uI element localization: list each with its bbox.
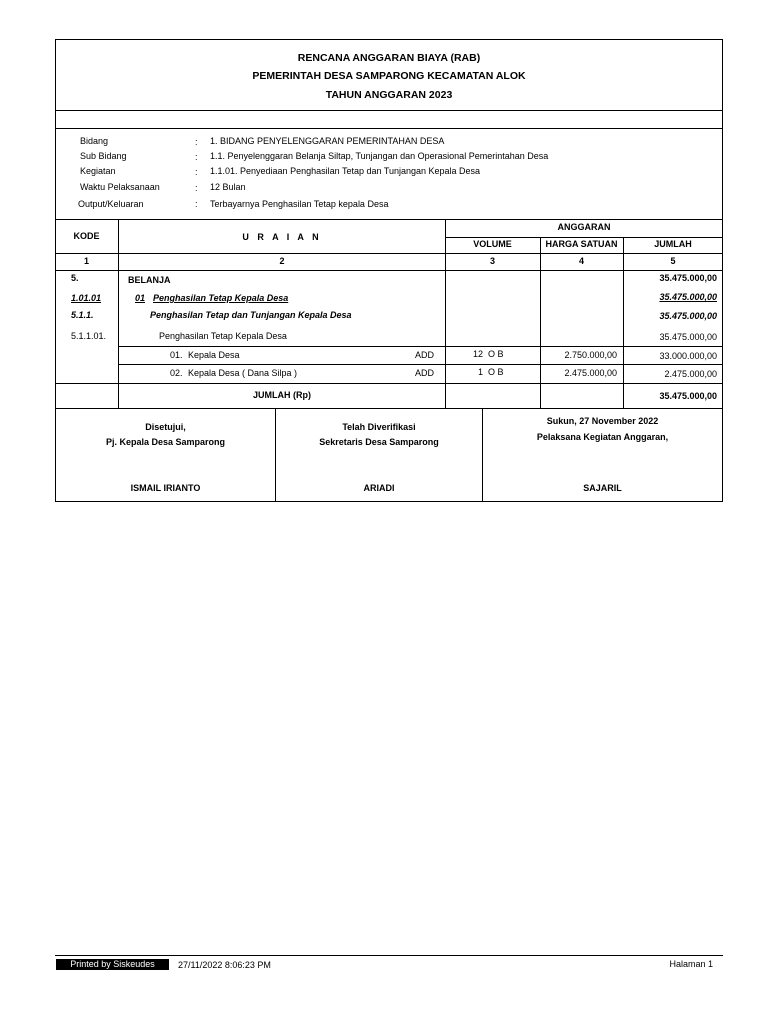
signature-verified-name: ARIADI xyxy=(363,483,395,493)
title-line-3: TAHUN ANGGARAN 2023 xyxy=(325,89,453,101)
table-line xyxy=(445,237,723,238)
table-col-line xyxy=(118,219,119,408)
row-uraian: Penghasilan Tetap Kepala Desa xyxy=(153,293,289,303)
total-label: JUMLAH (Rp) xyxy=(253,390,311,400)
printed-by-label: Printed by Siskeudes xyxy=(56,959,169,970)
title-line-1: RENCANA ANGGARAN BIAYA (RAB) xyxy=(297,52,481,64)
info-label-kegiatan: Kegiatan xyxy=(80,166,116,176)
col-number-2: 2 xyxy=(279,256,285,266)
info-separator: : xyxy=(195,167,198,177)
row-kode: 1.01.01 xyxy=(71,293,102,303)
row-kode: 5.1.1.01. xyxy=(71,331,107,341)
table-top-line xyxy=(55,219,723,220)
header-jumlah: JUMLAH xyxy=(654,239,692,249)
info-separator: : xyxy=(195,137,198,147)
col-number-1: 1 xyxy=(83,256,89,266)
row-source-tag: ADD xyxy=(415,368,435,378)
signature-place-date: Sukun, 27 November 2022 xyxy=(546,416,659,426)
info-label-sub-bidang: Sub Bidang xyxy=(80,151,127,161)
signature-executor-title: Pelaksana Kegiatan Anggaran, xyxy=(536,432,669,442)
row-item-number: 02. xyxy=(170,368,183,378)
row-harga: 2.475.000,00 xyxy=(564,368,617,378)
header-uraian: U R A I A N xyxy=(242,232,322,242)
row-volume: 1 xyxy=(477,367,483,377)
row-jumlah: 35.475.000,00 xyxy=(659,332,717,342)
page-number: Halaman 1 xyxy=(669,959,713,969)
row-uraian: BELANJA xyxy=(128,275,171,285)
header-kode: KODE xyxy=(73,231,100,241)
table-line xyxy=(119,364,723,365)
table-line xyxy=(55,408,723,409)
info-value-waktu: 12 Bulan xyxy=(210,182,246,192)
info-value-kegiatan: 1.1.01. Penyediaan Penghasilan Tetap dan Tunjangan Kepala Desa xyxy=(210,166,481,176)
signature-verified-caption: Telah Diverifikasi xyxy=(342,422,416,432)
row-jumlah: 33.000.000,00 xyxy=(659,351,717,361)
info-separator: : xyxy=(195,152,198,162)
info-value-bidang: 1. BIDANG PENYELENGGARAN PEMERINTAHAN DESA xyxy=(210,136,445,146)
row-jumlah: 2.475.000,00 xyxy=(664,369,717,379)
signature-executor-name: SAJARIL xyxy=(583,483,622,493)
signature-approved-title: Pj. Kepala Desa Samparong xyxy=(105,437,226,447)
table-line xyxy=(119,346,723,347)
divider xyxy=(55,110,723,111)
signature-verified-title: Sekretaris Desa Samparong xyxy=(319,437,439,447)
info-label-waktu: Waktu Pelaksanaan xyxy=(80,182,160,192)
row-unit: O B xyxy=(488,349,504,359)
row-uraian: Penghasilan Tetap Kepala Desa xyxy=(159,331,287,341)
row-jumlah: 35.475.000,00 xyxy=(659,311,717,321)
row-uraian: Penghasilan Tetap dan Tunjangan Kepala Desa xyxy=(150,310,352,320)
row-uraian: Kepala Desa xyxy=(188,350,240,360)
row-item-number: 01. xyxy=(170,350,183,360)
total-value: 35.475.000,00 xyxy=(659,391,717,401)
info-separator: : xyxy=(195,183,198,193)
info-value-sub-bidang: 1.1. Penyelenggaran Belanja Siltap, Tunjangan dan Operasional Pemerintahan Desa xyxy=(210,151,549,161)
info-separator: : xyxy=(195,199,198,209)
print-timestamp: 27/11/2022 8:06:23 PM xyxy=(178,960,271,970)
col-number-4: 4 xyxy=(578,256,584,266)
row-kode: 5.1.1. xyxy=(71,310,94,320)
row-prefix: 01 xyxy=(135,293,146,303)
row-jumlah: 35.475.000,00 xyxy=(659,273,717,283)
row-harga: 2.750.000,00 xyxy=(564,350,617,360)
col-number-5: 5 xyxy=(670,256,676,266)
divider xyxy=(55,128,723,129)
signature-approved-name: ISMAIL IRIANTO xyxy=(130,483,201,493)
col-number-3: 3 xyxy=(489,256,495,266)
row-jumlah: 35.475.000,00 xyxy=(659,292,717,302)
title-line-2: PEMERINTAH DESA SAMPARONG KECAMATAN ALOK xyxy=(252,70,526,82)
row-uraian: Kepala Desa ( Dana Silpa ) xyxy=(188,368,298,378)
row-unit: O B xyxy=(488,367,504,377)
header-volume: VOLUME xyxy=(473,239,512,249)
row-kode: 5. xyxy=(71,273,79,283)
row-volume: 12 xyxy=(472,349,483,359)
info-label-output: Output/Keluaran xyxy=(78,199,144,209)
signature-approved-caption: Disetujui, xyxy=(145,422,186,432)
row-source-tag: ADD xyxy=(415,350,435,360)
footer-line xyxy=(55,955,723,956)
info-label-bidang: Bidang xyxy=(80,136,109,146)
header-harga-satuan: HARGA SATUAN xyxy=(545,239,618,249)
info-value-output: Terbayarnya Penghasilan Tetap kepala Desa xyxy=(210,199,389,209)
header-anggaran: ANGGARAN xyxy=(557,222,611,232)
